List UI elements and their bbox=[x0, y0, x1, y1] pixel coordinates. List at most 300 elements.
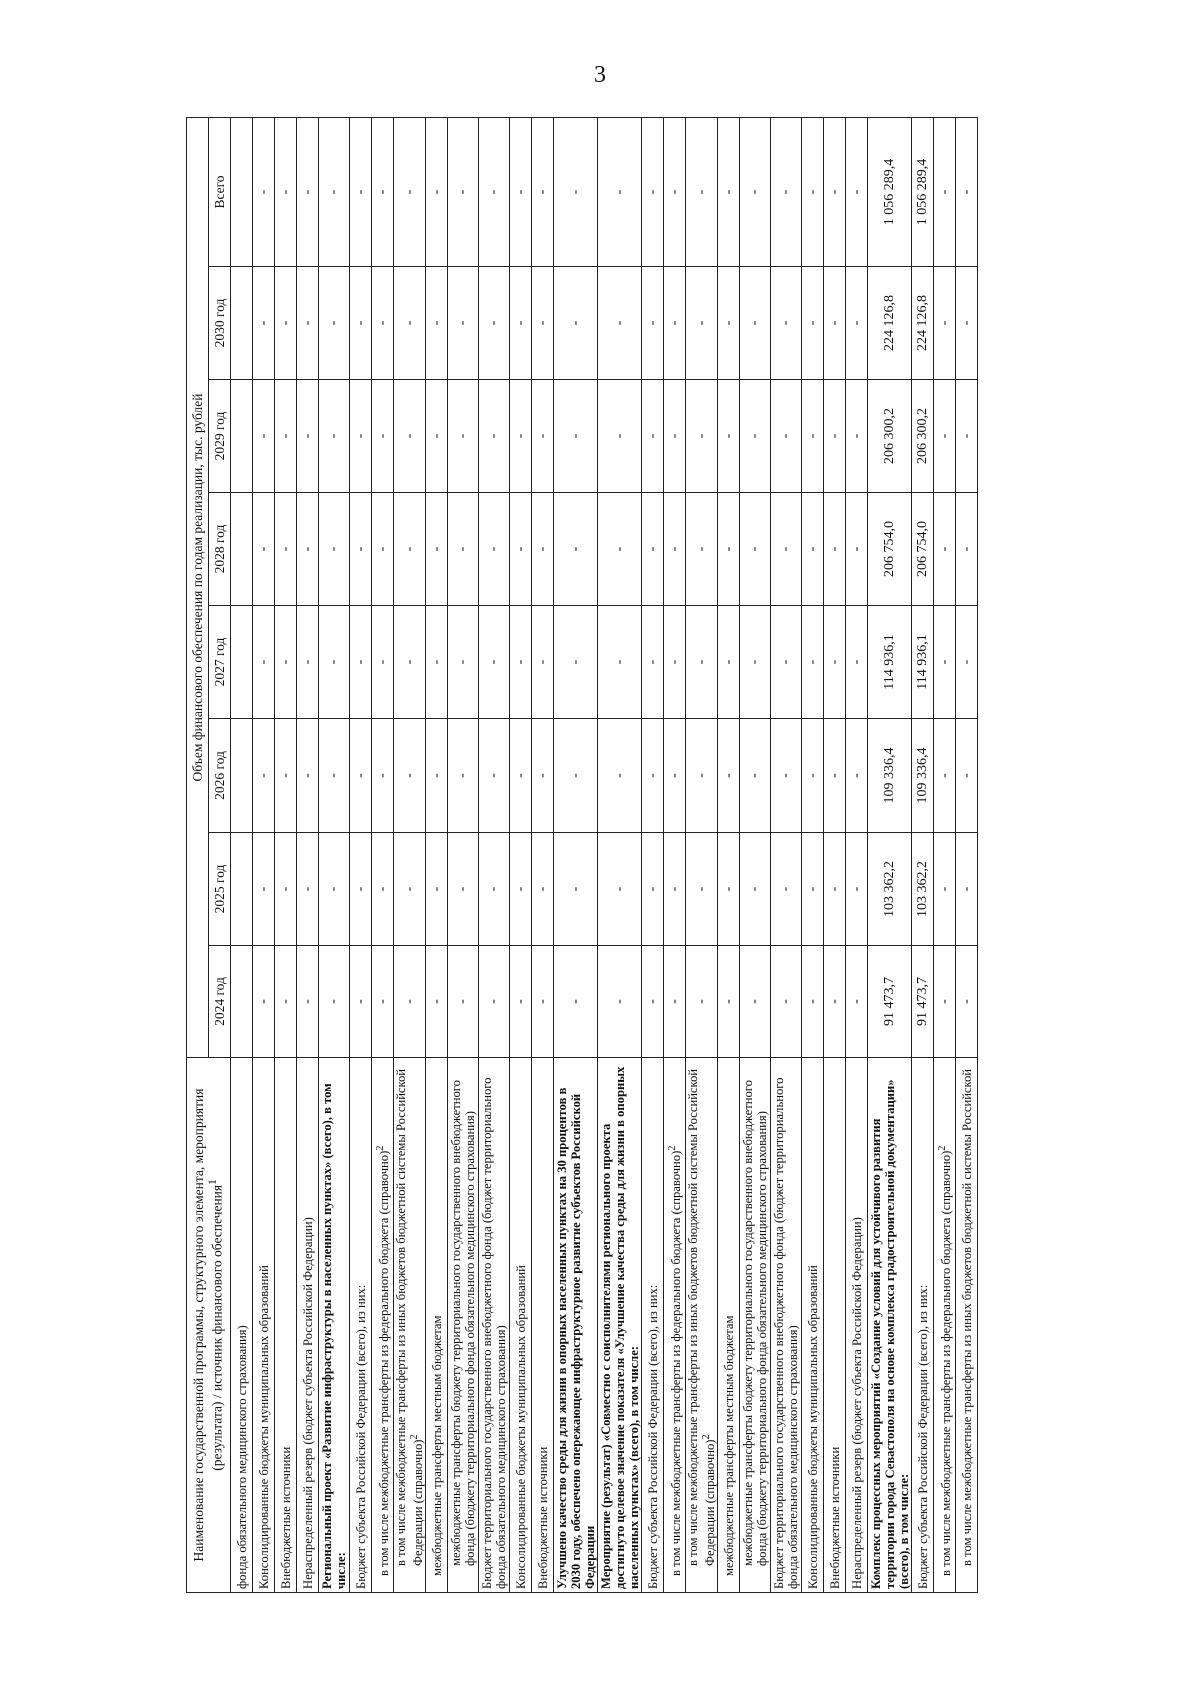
row-year-value-cell: - bbox=[479, 719, 510, 833]
row-year-value-cell: - bbox=[350, 946, 372, 1058]
row-year-value-cell: - bbox=[740, 946, 771, 1058]
table-row bbox=[319, 117, 350, 1592]
row-label: фонда обязательного медицинского страхования) bbox=[234, 1325, 249, 1589]
row-year-value-cell: - bbox=[664, 267, 686, 380]
row-label-cell bbox=[824, 1058, 846, 1593]
table-row bbox=[598, 117, 642, 1592]
row-year-value-cell: 206 300,2 bbox=[912, 380, 934, 493]
footnote-marker: 2 bbox=[374, 1145, 386, 1151]
row-year-value-cell bbox=[231, 946, 253, 1058]
row-year-value-cell: - bbox=[448, 493, 479, 606]
row-year-value-cell: - bbox=[771, 267, 802, 380]
row-total-cell: 1 056 289,4 bbox=[868, 117, 912, 266]
row-label-cell bbox=[231, 1058, 253, 1593]
row-year-value-cell: - bbox=[554, 493, 598, 606]
table-row bbox=[510, 117, 532, 1592]
row-year-value-cell: - bbox=[664, 833, 686, 946]
row-year-value-cell: - bbox=[718, 833, 740, 946]
row-year-value-cell bbox=[231, 380, 253, 493]
footnote-marker: 2 bbox=[667, 1145, 679, 1151]
row-year-value-cell: - bbox=[956, 719, 978, 833]
row-year-value-cell: - bbox=[686, 946, 718, 1058]
table-row bbox=[642, 117, 664, 1592]
table-row bbox=[956, 117, 978, 1592]
row-year-value-cell: - bbox=[686, 267, 718, 380]
row-year-value-cell: - bbox=[394, 380, 426, 493]
row-label-cell bbox=[868, 1058, 912, 1593]
funding-table bbox=[186, 117, 978, 1593]
table-row bbox=[426, 117, 448, 1592]
row-year-value-cell bbox=[231, 606, 253, 719]
row-year-value-cell: 206 300,2 bbox=[868, 380, 912, 493]
row-year-value-cell: - bbox=[956, 493, 978, 606]
row-total-cell: - bbox=[740, 117, 771, 266]
row-label: в том числе межбюджетные трансферты из иных бюджетов бюджетной системы Российской Федерации (справочно) bbox=[394, 1068, 426, 1566]
row-year-value-cell: - bbox=[319, 267, 350, 380]
row-total-cell: - bbox=[846, 117, 868, 266]
row-year-value-cell: - bbox=[532, 946, 554, 1058]
row-label: Нераспределенный резерв (бюджет субъекта Российской Федерации) bbox=[849, 1217, 864, 1589]
row-year-value-cell: - bbox=[372, 493, 394, 606]
row-year-value-cell: - bbox=[297, 606, 319, 719]
header-year: 2029 год bbox=[209, 380, 231, 493]
row-year-value-cell: - bbox=[253, 380, 275, 493]
row-year-value-cell: - bbox=[642, 493, 664, 606]
row-label-cell bbox=[740, 1058, 771, 1593]
row-label: Комплекс процессных мероприятий «Создание условий для устойчивого развития территории города Севастополя на основе комплекса градостроительной документации» (всего), в том числе: bbox=[868, 1079, 911, 1589]
row-year-value-cell: 206 754,0 bbox=[868, 493, 912, 606]
row-label: межбюджетные трансферты местным бюджетам bbox=[429, 1315, 444, 1576]
row-year-value-cell: - bbox=[642, 267, 664, 380]
header-year: 2024 год bbox=[209, 946, 231, 1058]
row-label-cell bbox=[275, 1058, 297, 1593]
row-year-value-cell: - bbox=[642, 833, 664, 946]
row-label: Консолидированные бюджеты муниципальных образований bbox=[805, 1265, 820, 1589]
header-total: Всего bbox=[209, 117, 231, 266]
row-label: Бюджет субъекта Российской Федерации (всего), из них: bbox=[645, 1284, 660, 1589]
row-total-cell: - bbox=[956, 117, 978, 266]
row-label-cell bbox=[642, 1058, 664, 1593]
row-year-value-cell: - bbox=[275, 833, 297, 946]
table-row bbox=[253, 117, 275, 1592]
row-year-value-cell: - bbox=[350, 719, 372, 833]
row-year-value-cell: - bbox=[275, 606, 297, 719]
row-year-value-cell: 114 936,1 bbox=[868, 606, 912, 719]
row-label: Консолидированные бюджеты муниципальных образований bbox=[513, 1265, 528, 1589]
row-year-value-cell: - bbox=[372, 606, 394, 719]
header-year: 2027 год bbox=[209, 606, 231, 719]
row-year-value-cell: - bbox=[802, 833, 824, 946]
row-label-cell bbox=[598, 1058, 642, 1593]
table-row bbox=[448, 117, 479, 1592]
row-year-value-cell: - bbox=[824, 267, 846, 380]
row-year-value-cell: - bbox=[275, 380, 297, 493]
footnote-marker: 2 bbox=[701, 1434, 713, 1440]
row-year-value-cell: - bbox=[372, 267, 394, 380]
row-label-cell bbox=[394, 1058, 426, 1593]
row-year-value-cell: - bbox=[598, 719, 642, 833]
table-row bbox=[275, 117, 297, 1592]
row-year-value-cell: 91 473,7 bbox=[912, 946, 934, 1058]
row-total-cell: - bbox=[479, 117, 510, 266]
row-year-value-cell: - bbox=[686, 833, 718, 946]
row-year-value-cell: - bbox=[802, 380, 824, 493]
row-year-value-cell: - bbox=[448, 833, 479, 946]
row-label-cell bbox=[802, 1058, 824, 1593]
row-label: в том числе межбюджетные трансферты из иных бюджетов бюджетной системы Российской bbox=[959, 1068, 974, 1566]
row-year-value-cell: - bbox=[686, 606, 718, 719]
row-year-value-cell: - bbox=[253, 719, 275, 833]
row-total-cell: - bbox=[664, 117, 686, 266]
table-row bbox=[868, 117, 912, 1592]
row-year-value-cell: - bbox=[479, 946, 510, 1058]
row-year-value-cell: - bbox=[275, 493, 297, 606]
row-year-value-cell: - bbox=[642, 606, 664, 719]
row-label-cell bbox=[448, 1058, 479, 1593]
row-year-value-cell: - bbox=[319, 380, 350, 493]
row-year-value-cell: - bbox=[802, 946, 824, 1058]
row-year-value-cell: - bbox=[846, 380, 868, 493]
row-label: Региональный проект «Развитие инфраструктуры в населенных пунктах» (всего), в том числе: bbox=[320, 1083, 348, 1589]
row-year-value-cell: - bbox=[802, 493, 824, 606]
row-year-value-cell: - bbox=[253, 946, 275, 1058]
row-label-cell bbox=[718, 1058, 740, 1593]
table-row bbox=[350, 117, 372, 1592]
row-year-value-cell: 109 336,4 bbox=[868, 719, 912, 833]
row-year-value-cell: - bbox=[956, 267, 978, 380]
row-label-cell bbox=[426, 1058, 448, 1593]
row-year-value-cell: - bbox=[802, 719, 824, 833]
row-year-value-cell: - bbox=[934, 267, 956, 380]
table-row bbox=[824, 117, 846, 1592]
row-year-value-cell: - bbox=[771, 833, 802, 946]
table-row bbox=[479, 117, 510, 1592]
row-year-value-cell: - bbox=[275, 719, 297, 833]
row-year-value-cell: - bbox=[426, 380, 448, 493]
row-year-value-cell: - bbox=[824, 606, 846, 719]
row-year-value-cell: - bbox=[532, 719, 554, 833]
row-total-cell: - bbox=[448, 117, 479, 266]
row-year-value-cell bbox=[231, 833, 253, 946]
row-total-cell: - bbox=[802, 117, 824, 266]
row-label-cell bbox=[846, 1058, 868, 1593]
row-total-cell: - bbox=[554, 117, 598, 266]
row-year-value-cell: - bbox=[372, 946, 394, 1058]
row-label: Бюджет территориального государственного внебюджетного фонда (бюджет территориального фонда обязательного медицинского страхования) bbox=[772, 1077, 801, 1589]
row-year-value-cell: - bbox=[532, 267, 554, 380]
row-year-value-cell: - bbox=[319, 946, 350, 1058]
row-label-cell bbox=[532, 1058, 554, 1593]
row-year-value-cell: - bbox=[372, 719, 394, 833]
row-year-value-cell: - bbox=[554, 719, 598, 833]
row-year-value-cell: - bbox=[532, 606, 554, 719]
row-year-value-cell: - bbox=[740, 606, 771, 719]
table-row bbox=[686, 117, 718, 1592]
row-year-value-cell: - bbox=[297, 946, 319, 1058]
row-total-cell: - bbox=[510, 117, 532, 266]
row-year-value-cell: - bbox=[686, 380, 718, 493]
row-year-value-cell: - bbox=[297, 833, 319, 946]
row-year-value-cell: - bbox=[934, 493, 956, 606]
row-year-value-cell: - bbox=[479, 493, 510, 606]
row-year-value-cell: - bbox=[510, 833, 532, 946]
row-year-value-cell: - bbox=[664, 493, 686, 606]
row-label-cell bbox=[479, 1058, 510, 1593]
row-label-cell bbox=[686, 1058, 718, 1593]
row-year-value-cell: - bbox=[426, 606, 448, 719]
table-row bbox=[771, 117, 802, 1592]
row-label: Бюджет субъекта Российской Федерации (всего), из них: bbox=[915, 1284, 930, 1589]
row-year-value-cell: - bbox=[510, 719, 532, 833]
row-label-cell bbox=[253, 1058, 275, 1593]
row-year-value-cell: - bbox=[319, 493, 350, 606]
page-number: 3 bbox=[594, 62, 606, 88]
row-total-cell: - bbox=[319, 117, 350, 266]
row-label: межбюджетные трансферты бюджету территориального государственного внебюджетного фонда (бюджету территориального фонда обязательного медицинского страхования) bbox=[741, 1080, 770, 1566]
row-year-value-cell: - bbox=[448, 946, 479, 1058]
row-year-value-cell: - bbox=[275, 946, 297, 1058]
header-funding-group: Объем финансового обеспечения по годам реализации, тыс. рублей bbox=[187, 117, 209, 1057]
row-year-value-cell: - bbox=[350, 493, 372, 606]
row-year-value-cell: - bbox=[771, 493, 802, 606]
row-year-value-cell: - bbox=[846, 946, 868, 1058]
row-year-value-cell: - bbox=[598, 606, 642, 719]
row-label: Нераспределенный резерв (бюджет субъекта Российской Федерации) bbox=[300, 1217, 315, 1589]
row-year-value-cell: - bbox=[598, 946, 642, 1058]
row-year-value-cell: - bbox=[956, 833, 978, 946]
row-total-cell: - bbox=[253, 117, 275, 266]
row-year-value-cell: - bbox=[718, 493, 740, 606]
row-year-value-cell: - bbox=[510, 493, 532, 606]
row-year-value-cell: - bbox=[253, 267, 275, 380]
row-year-value-cell: - bbox=[448, 606, 479, 719]
row-year-value-cell: - bbox=[253, 833, 275, 946]
row-year-value-cell: - bbox=[598, 267, 642, 380]
row-year-value-cell: - bbox=[740, 493, 771, 606]
table-row bbox=[394, 117, 426, 1592]
row-year-value-cell: - bbox=[448, 719, 479, 833]
row-year-value-cell bbox=[231, 493, 253, 606]
row-year-value-cell: - bbox=[934, 946, 956, 1058]
table-row bbox=[372, 117, 394, 1592]
header-year: 2025 год bbox=[209, 833, 231, 946]
row-year-value-cell: - bbox=[554, 833, 598, 946]
row-label: межбюджетные трансферты местным бюджетам bbox=[721, 1315, 736, 1576]
row-label-cell bbox=[350, 1058, 372, 1593]
row-total-cell: - bbox=[426, 117, 448, 266]
row-year-value-cell: - bbox=[275, 267, 297, 380]
row-year-value-cell: - bbox=[394, 493, 426, 606]
row-total-cell: - bbox=[642, 117, 664, 266]
row-year-value-cell: - bbox=[824, 380, 846, 493]
row-year-value-cell: - bbox=[771, 719, 802, 833]
row-year-value-cell: - bbox=[510, 267, 532, 380]
row-year-value-cell: - bbox=[718, 380, 740, 493]
header-name-column bbox=[187, 1058, 231, 1593]
row-year-value-cell: - bbox=[394, 719, 426, 833]
row-label-cell bbox=[934, 1058, 956, 1593]
row-year-value-cell: 114 936,1 bbox=[912, 606, 934, 719]
table-body bbox=[231, 117, 978, 1592]
row-year-value-cell: - bbox=[426, 833, 448, 946]
row-year-value-cell: - bbox=[532, 380, 554, 493]
footnote-marker: 2 bbox=[937, 1145, 949, 1151]
row-year-value-cell: - bbox=[532, 493, 554, 606]
row-year-value-cell: - bbox=[934, 833, 956, 946]
header-name-sup: 1 bbox=[207, 1179, 220, 1185]
row-total-cell: - bbox=[686, 117, 718, 266]
row-total-cell: - bbox=[718, 117, 740, 266]
row-year-value-cell: - bbox=[664, 946, 686, 1058]
footnote-marker: 2 bbox=[409, 1434, 420, 1440]
row-label: Внебюджетные источники bbox=[535, 1446, 550, 1589]
row-label: в том числе межбюджетные трансферты из федерального бюджета (справочно) bbox=[669, 1150, 684, 1576]
row-year-value-cell: 224 126,8 bbox=[868, 267, 912, 380]
row-year-value-cell: - bbox=[956, 946, 978, 1058]
row-year-value-cell: - bbox=[642, 719, 664, 833]
header-name-text: Наименование государственной программы, структурного элемента, мероприятия (результата) / источник финансового обеспечения bbox=[191, 1088, 225, 1562]
row-year-value-cell: 103 362,2 bbox=[912, 833, 934, 946]
row-year-value-cell: - bbox=[846, 719, 868, 833]
row-year-value-cell: - bbox=[846, 493, 868, 606]
row-year-value-cell: - bbox=[372, 380, 394, 493]
row-label-cell bbox=[297, 1058, 319, 1593]
table-row bbox=[740, 117, 771, 1592]
row-year-value-cell bbox=[231, 719, 253, 833]
row-year-value-cell: - bbox=[394, 606, 426, 719]
row-label-cell bbox=[319, 1058, 350, 1593]
row-total-cell: 1 056 289,4 bbox=[912, 117, 934, 266]
row-year-value-cell: - bbox=[554, 380, 598, 493]
row-year-value-cell: - bbox=[718, 267, 740, 380]
row-year-value-cell: - bbox=[824, 833, 846, 946]
row-label: Внебюджетные источники bbox=[278, 1446, 293, 1589]
row-year-value-cell: - bbox=[426, 946, 448, 1058]
row-year-value-cell: - bbox=[350, 606, 372, 719]
table-row bbox=[718, 117, 740, 1592]
row-year-value-cell: - bbox=[448, 380, 479, 493]
header-row-group bbox=[187, 117, 209, 1592]
row-year-value-cell: - bbox=[426, 493, 448, 606]
row-year-value-cell: - bbox=[253, 606, 275, 719]
row-year-value-cell: 109 336,4 bbox=[912, 719, 934, 833]
row-year-value-cell: - bbox=[297, 267, 319, 380]
row-year-value-cell: - bbox=[598, 493, 642, 606]
row-year-value-cell: - bbox=[479, 606, 510, 719]
row-year-value-cell: - bbox=[740, 380, 771, 493]
row-year-value-cell: - bbox=[479, 833, 510, 946]
row-year-value-cell: - bbox=[297, 719, 319, 833]
row-year-value-cell: - bbox=[319, 719, 350, 833]
row-year-value-cell: - bbox=[802, 606, 824, 719]
row-total-cell bbox=[231, 117, 253, 266]
row-year-value-cell: - bbox=[350, 833, 372, 946]
row-year-value-cell: - bbox=[598, 833, 642, 946]
row-year-value-cell bbox=[231, 267, 253, 380]
row-year-value-cell: - bbox=[956, 606, 978, 719]
row-year-value-cell: - bbox=[664, 380, 686, 493]
row-year-value-cell: 103 362,2 bbox=[868, 833, 912, 946]
table-row bbox=[664, 117, 686, 1592]
table-row bbox=[231, 117, 253, 1592]
row-year-value-cell: - bbox=[718, 719, 740, 833]
row-total-cell: - bbox=[372, 117, 394, 266]
row-year-value-cell: - bbox=[740, 719, 771, 833]
row-label: в том числе межбюджетные трансферты из федерального бюджета (справочно) bbox=[377, 1150, 392, 1576]
table-row bbox=[846, 117, 868, 1592]
row-label: Бюджет субъекта Российской Федерации (всего), из них: bbox=[353, 1284, 368, 1589]
table-row bbox=[554, 117, 598, 1592]
row-year-value-cell: - bbox=[771, 380, 802, 493]
row-year-value-cell: 224 126,8 bbox=[912, 267, 934, 380]
row-year-value-cell: - bbox=[718, 946, 740, 1058]
row-year-value-cell: - bbox=[448, 267, 479, 380]
row-label: Бюджет территориального государственного внебюджетного фонда (бюджет территориального фонда обязательного медицинского страхования) bbox=[480, 1077, 509, 1589]
row-year-value-cell: - bbox=[642, 946, 664, 1058]
row-year-value-cell: - bbox=[426, 267, 448, 380]
row-year-value-cell: - bbox=[846, 833, 868, 946]
row-year-value-cell: - bbox=[824, 719, 846, 833]
row-year-value-cell: - bbox=[771, 946, 802, 1058]
row-year-value-cell: - bbox=[510, 606, 532, 719]
row-total-cell: - bbox=[771, 117, 802, 266]
row-year-value-cell: - bbox=[956, 380, 978, 493]
row-year-value-cell: - bbox=[664, 606, 686, 719]
row-year-value-cell: - bbox=[934, 606, 956, 719]
table-row bbox=[532, 117, 554, 1592]
row-label: Консолидированные бюджеты муниципальных образований bbox=[256, 1265, 271, 1589]
row-year-value-cell: - bbox=[319, 833, 350, 946]
row-year-value-cell: - bbox=[426, 719, 448, 833]
row-year-value-cell: - bbox=[554, 267, 598, 380]
row-year-value-cell: - bbox=[598, 380, 642, 493]
row-label: в том числе межбюджетные трансферты из иных бюджетов бюджетной системы Российской Федерации (справочно) bbox=[686, 1068, 718, 1566]
table-row bbox=[802, 117, 824, 1592]
funding-table-frame bbox=[186, 118, 1044, 1593]
row-year-value-cell: - bbox=[372, 833, 394, 946]
row-year-value-cell: 91 473,7 bbox=[868, 946, 912, 1058]
row-year-value-cell: 206 754,0 bbox=[912, 493, 934, 606]
row-year-value-cell: - bbox=[510, 380, 532, 493]
row-label: Мероприятие (результат) «Совместно с соисполнителями регионального проекта достигнуто целевое значение показателя «Улучшение качества среды для жизни в опорных населенных пунктах» (всего), в том числе: bbox=[598, 1066, 641, 1589]
row-label-cell bbox=[664, 1058, 686, 1593]
row-year-value-cell: - bbox=[554, 606, 598, 719]
row-year-value-cell: - bbox=[824, 946, 846, 1058]
header-year: 2026 год bbox=[209, 719, 231, 833]
row-year-value-cell: - bbox=[394, 267, 426, 380]
row-year-value-cell: - bbox=[824, 493, 846, 606]
row-year-value-cell: - bbox=[350, 267, 372, 380]
row-year-value-cell: - bbox=[771, 606, 802, 719]
header-year: 2030 год bbox=[209, 267, 231, 380]
row-year-value-cell: - bbox=[802, 267, 824, 380]
funding-table-rotated bbox=[186, 118, 1044, 1593]
row-year-value-cell: - bbox=[686, 719, 718, 833]
row-total-cell: - bbox=[532, 117, 554, 266]
row-label: Внебюджетные источники bbox=[827, 1446, 842, 1589]
row-total-cell: - bbox=[350, 117, 372, 266]
row-year-value-cell: - bbox=[846, 267, 868, 380]
row-year-value-cell: - bbox=[718, 606, 740, 719]
row-year-value-cell: - bbox=[686, 493, 718, 606]
row-label-cell bbox=[372, 1058, 394, 1593]
row-year-value-cell: - bbox=[319, 606, 350, 719]
row-year-value-cell: - bbox=[394, 946, 426, 1058]
row-year-value-cell: - bbox=[479, 267, 510, 380]
row-year-value-cell: - bbox=[394, 833, 426, 946]
table-row bbox=[912, 117, 934, 1592]
row-year-value-cell: - bbox=[642, 380, 664, 493]
